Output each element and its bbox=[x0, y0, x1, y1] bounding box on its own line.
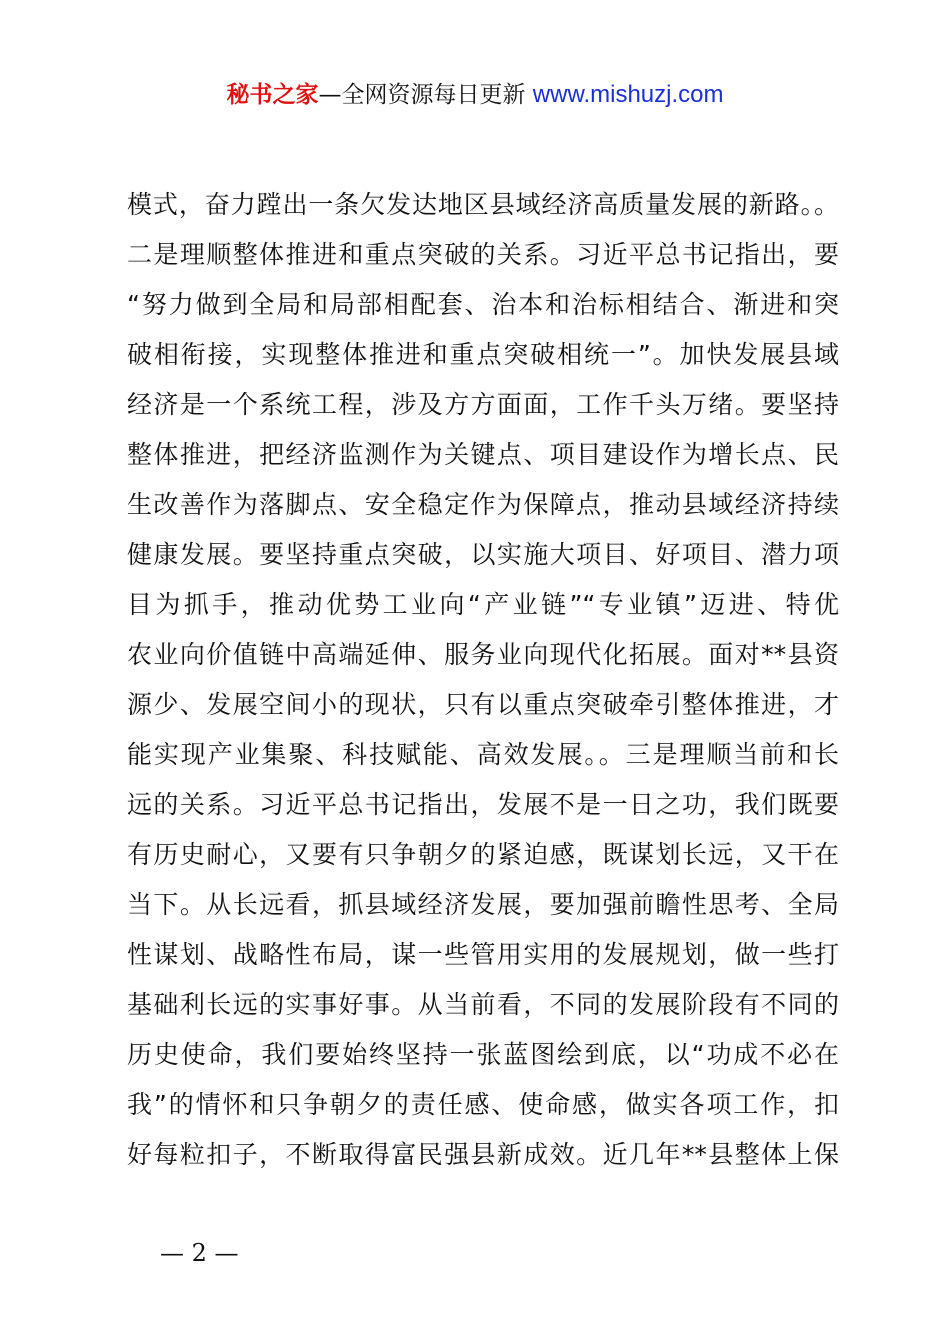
text-line: “努力做到全局和局部相配套、治本和治标相结合、渐进和突 bbox=[127, 290, 839, 319]
text-line: 能实现产业集聚、科技赋能、高效发展。。三是理顺当前和长 bbox=[127, 740, 839, 769]
text-line: 远的关系。习近平总书记指出，发展不是一日之功，我们既要 bbox=[127, 790, 839, 819]
text-line: 性谋划、战略性布局，谋一些管用实用的发展规划，做一些打 bbox=[127, 940, 839, 969]
text-line: 经济是一个系统工程，涉及方方面面，工作千头万绪。要坚持 bbox=[127, 390, 839, 419]
site-brand: 秘书之家 bbox=[226, 82, 319, 108]
document-body bbox=[127, 180, 839, 1180]
text-line: 基础利长远的实事好事。从当前看，不同的发展阶段有不同的 bbox=[127, 990, 839, 1019]
site-url-link[interactable]: www.mishuzj.com bbox=[532, 81, 724, 108]
text-line: 二是理顺整体推进和重点突破的关系。习近平总书记指出，要 bbox=[127, 240, 839, 269]
text-line: 模式，奋力蹚出一条欠发达地区县域经济高质量发展的新路。。 bbox=[127, 190, 839, 219]
text-line: 整体推进，把经济监测作为关键点、项目建设作为增长点、民 bbox=[127, 440, 839, 469]
site-tagline: —全网资源每日更新 bbox=[318, 82, 526, 108]
text-line: 目为抓手，推动优势工业向“产业链”“专业镇”迈进、特优 bbox=[127, 590, 839, 619]
text-line: 当下。从长远看，抓县域经济发展，要加强前瞻性思考、全局 bbox=[127, 890, 839, 919]
text-line: 破相衔接，实现整体推进和重点突破相统一”。加快发展县域 bbox=[127, 340, 839, 369]
text-line: 农业向价值链中高端延伸、服务业向现代化拓展。面对**县资 bbox=[127, 640, 839, 669]
text-line: 源少、发展空间小的现状，只有以重点突破牵引整体推进，才 bbox=[127, 690, 839, 719]
text-line: 历史使命，我们要始终坚持一张蓝图绘到底，以“功成不必在 bbox=[127, 1040, 839, 1069]
text-line: 健康发展。要坚持重点突破，以实施大项目、好项目、潜力项 bbox=[127, 540, 839, 569]
text-line: 好每粒扣子，不断取得富民强县新成效。近几年**县整体上保 bbox=[127, 1140, 839, 1169]
text-line: 有历史耐心，又要有只争朝夕的紧迫感，既谋划长远，又干在 bbox=[127, 840, 839, 869]
page-number: — 2 — bbox=[160, 1239, 239, 1267]
site-header bbox=[0, 78, 950, 112]
text-line: 生改善作为落脚点、安全稳定作为保障点，推动县域经济持续 bbox=[127, 490, 839, 519]
text-line: 我”的情怀和只争朝夕的责任感、使命感，做实各项工作，扣 bbox=[127, 1090, 839, 1119]
